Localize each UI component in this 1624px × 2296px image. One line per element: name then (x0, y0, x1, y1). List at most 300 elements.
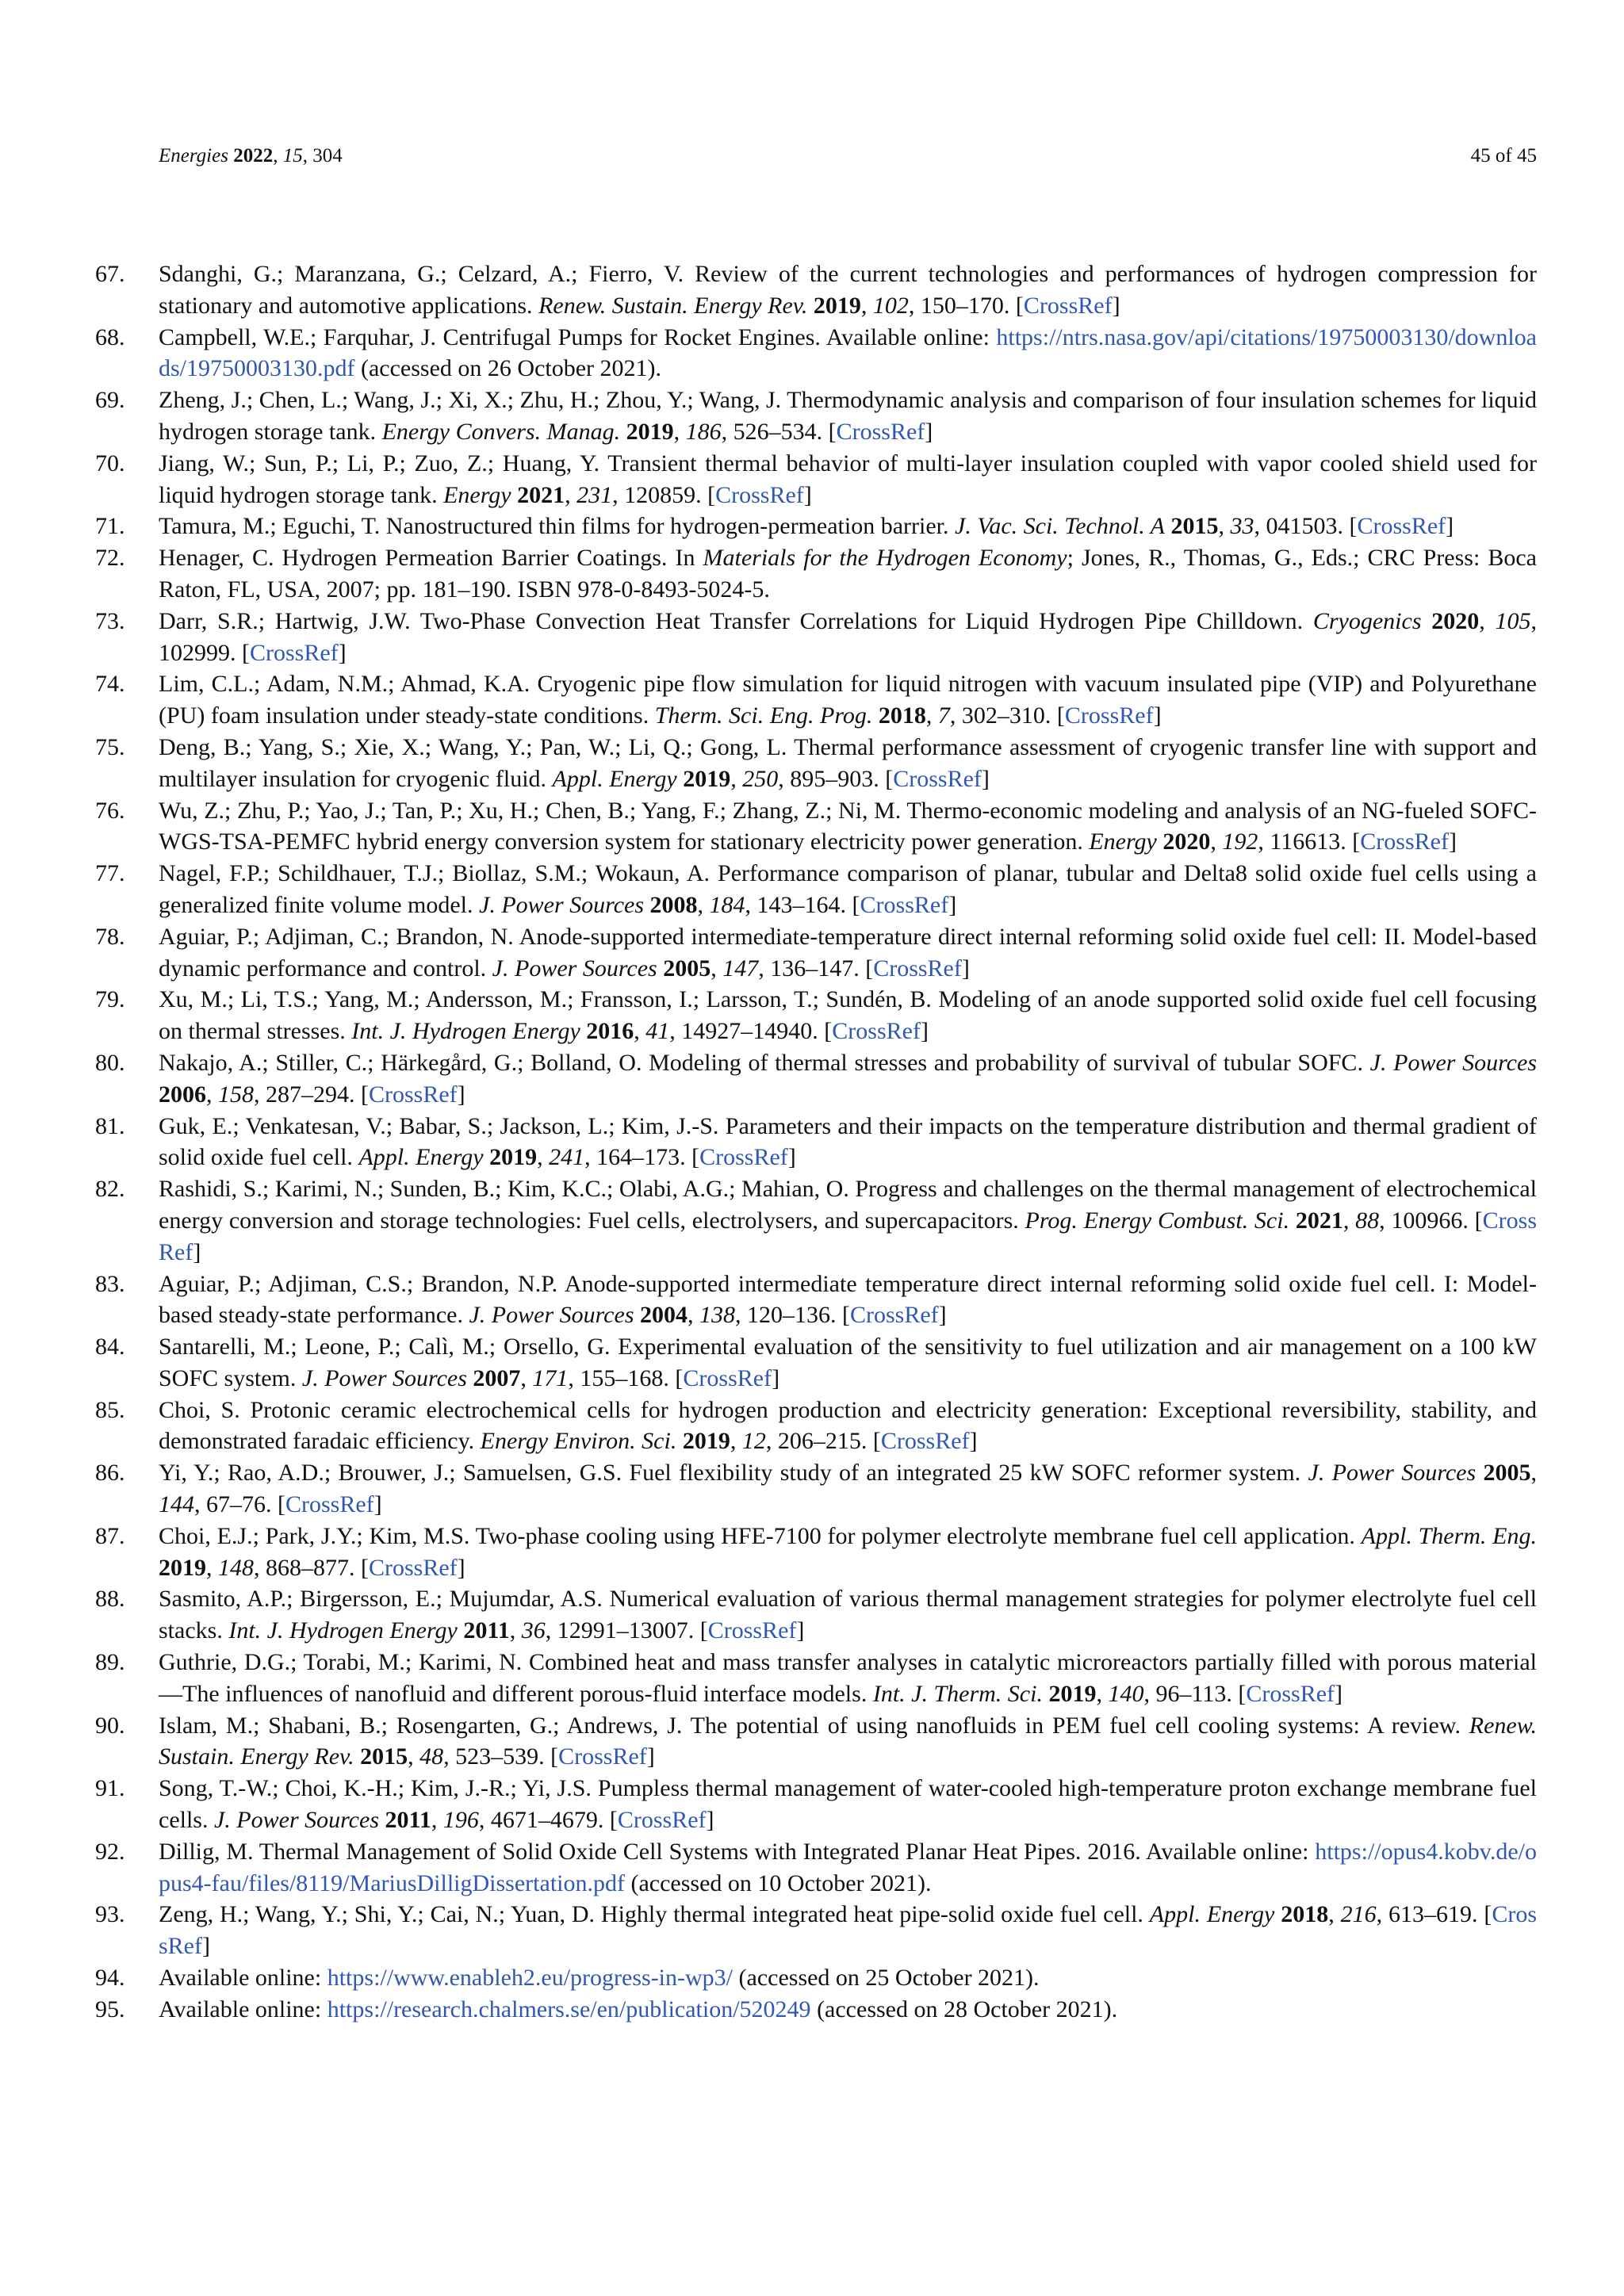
reference-item (95, 1331, 1537, 1395)
reference-italic-text: 250 (742, 765, 779, 792)
reference-italic-text: 33 (1230, 513, 1254, 540)
reference-text-segment: , 100966. [ (1379, 1207, 1483, 1234)
reference-year: 2018 (1281, 1901, 1329, 1928)
reference-italic-text: 216 (1340, 1901, 1377, 1928)
reference-text-segment: , (565, 481, 577, 508)
reference-italic-text: Appl. Therm. Eng. (1361, 1522, 1537, 1549)
reference-year: 2019 (1048, 1680, 1097, 1707)
reference-text-segment: , (860, 292, 873, 319)
reference-italic-text: Energy Environ. Sci. (480, 1428, 677, 1455)
reference-text-segment: , 155–168. [ (568, 1364, 684, 1391)
reference-item (95, 1836, 1537, 1900)
reference-year: 2005 (1483, 1460, 1531, 1487)
reference-italic-text: J. Power Sources (213, 1807, 379, 1834)
page-number: 45 of 45 (1470, 145, 1537, 166)
reference-italic-text: Energy (443, 481, 511, 508)
reference-text-segment: , 302–310. [ (949, 702, 1065, 729)
reference-item (95, 1773, 1537, 1836)
reference-italic-text: Cryogenics (1312, 607, 1422, 634)
reference-italic-text: J. Power Sources (492, 955, 657, 982)
reference-text-segment: Santarelli, M.; Leone, P.; Calì, M.; Orsello, G. Experimental evaluation of the sensitivity to fuel utilization and air management on a 100 kW SOFC system. (159, 1334, 1537, 1391)
reference-text-segment: ] (1335, 1680, 1343, 1707)
reference-italic-text: 102 (872, 292, 909, 319)
reference-text (159, 1331, 1537, 1395)
reference-text-segment: , (1479, 607, 1496, 634)
reference-text (159, 1269, 1537, 1332)
reference-text-segment: , 164–173. [ (584, 1144, 700, 1171)
reference-number: 72. (95, 545, 125, 572)
crossref-link[interactable]: CrossRef (880, 1428, 970, 1455)
reference-text-segment: Choi, S. Protonic ceramic electrochemical cells for hydrogen production and electricity generation: Exceptional reversibility, stability, and demonstrated faradaic efficiency. (159, 1396, 1537, 1455)
crossref-link[interactable]: CrossRef (285, 1491, 374, 1518)
reference-italic-text: Int. J. Therm. Sci. (872, 1680, 1043, 1707)
reference-number: 95. (95, 1996, 125, 2022)
reference-item (95, 732, 1537, 795)
reference-text-segment: , 526–534. [ (721, 418, 837, 445)
reference-text-segment: , (408, 1743, 420, 1770)
reference-number: 79. (95, 986, 125, 1013)
article-number: 304 (312, 145, 343, 166)
reference-year: 2011 (385, 1807, 431, 1834)
reference-year: 2004 (640, 1302, 688, 1329)
reference-text-segment: ] (457, 1081, 465, 1108)
reference-number: 67. (95, 261, 125, 287)
reference-text-segment: , (206, 1081, 218, 1108)
reference-text-segment: , 206–215. [ (765, 1428, 881, 1455)
reference-text-segment: Jiang, W.; Sun, P.; Li, P.; Zuo, Z.; Huang, Y. Transient thermal behavior of multi-layer insulation coupled with vapor cooled shield used for liquid hydrogen storage tank. (159, 450, 1537, 508)
reference-item (95, 1111, 1537, 1174)
reference-text (159, 542, 1537, 606)
reference-text-segment: Available online: (159, 1996, 327, 2022)
reference-text-segment: Aguiar, P.; Adjiman, C.; Brandon, N. Anode-supported intermediate-temperature direct internal reforming solid oxide fuel cell: II. Model-based dynamic performance and control. (159, 923, 1537, 982)
reference-item (95, 511, 1537, 542)
reference-item (95, 858, 1537, 921)
reference-year: 2020 (1431, 607, 1480, 634)
reference-item (95, 1647, 1537, 1710)
reference-italic-text: J. Power Sources (469, 1302, 634, 1329)
reference-text-segment (1476, 1460, 1483, 1486)
reference-year: 2020 (1162, 828, 1211, 855)
reference-text-segment: , (730, 1428, 742, 1455)
reference-text-segment: ] (981, 765, 990, 792)
reference-text-segment: ] (925, 418, 933, 445)
reference-text-segment: ; Jones, R., Thomas, G., Eds.; CRC Press: Boca Raton, FL, USA, 2007; pp. 181–190. ISBN 978-0-8493-5024-5. (159, 545, 1537, 603)
reference-item (95, 1173, 1537, 1268)
journal-name: Energies (159, 145, 228, 166)
reference-number: 81. (95, 1112, 125, 1139)
reference-year: 2019 (159, 1554, 206, 1581)
crossref-link[interactable]: CrossRef (369, 1554, 458, 1581)
crossref-link[interactable]: CrossRef (1023, 292, 1113, 319)
reference-text-segment: , (1096, 1680, 1109, 1707)
reference-text-segment: , (1328, 1901, 1341, 1928)
reference-item (95, 921, 1537, 985)
reference-italic-text: 184 (709, 891, 745, 918)
reference-italic-text: Renew. Sustain. Energy Rev. (538, 292, 808, 319)
reference-text-segment: ] (373, 1491, 382, 1518)
reference-text (159, 732, 1537, 795)
reference-italic-text: Appl. Energy (552, 765, 677, 792)
reference-text-segment: ] (772, 1364, 780, 1391)
reference-number: 71. (95, 513, 125, 540)
reference-list (95, 258, 1537, 2026)
crossref-link[interactable]: CrossRef (1360, 828, 1449, 855)
reference-text-segment: ] (193, 1238, 201, 1265)
reference-text-segment (644, 892, 650, 918)
reference-text-segment: , (730, 765, 743, 792)
reference-number: 93. (95, 1901, 125, 1928)
reference-number: 75. (95, 733, 125, 760)
reference-text-segment: Darr, S.R.; Hartwig, J.W. Two-Phase Convection Heat Transfer Correlations for Liquid Hydrogen Pipe Chilldown. (159, 607, 1313, 634)
reference-text (159, 668, 1537, 732)
crossref-link[interactable]: CrossRef (250, 639, 339, 666)
reference-text (159, 921, 1537, 985)
reference-text-segment: ] (457, 1554, 465, 1581)
reference-text (159, 1994, 1537, 2026)
reference-number: 76. (95, 797, 125, 824)
reference-text (159, 322, 1537, 385)
reference-number: 89. (95, 1649, 125, 1676)
reference-item (95, 1710, 1537, 1774)
reference-item (95, 1395, 1537, 1458)
reference-text (159, 1710, 1537, 1774)
reference-italic-text: Appl. Energy (358, 1144, 484, 1171)
reference-text-segment: Nakajo, A.; Stiller, C.; Härkegård, G.; Bolland, O. Modeling of thermal stresses and probability of survival of tubular SOFC. (159, 1049, 1370, 1076)
crossref-link[interactable]: CrossRef (1246, 1680, 1335, 1707)
reference-text-segment: ] (1153, 702, 1162, 729)
crossref-link[interactable]: CrossRef (836, 418, 925, 445)
reference-item (95, 668, 1537, 732)
reference-text-segment: , (1342, 1207, 1356, 1234)
reference-number: 84. (95, 1334, 125, 1360)
reference-text-segment: ] (646, 1743, 655, 1770)
crossref-link[interactable]: CrossRef (893, 765, 982, 792)
reference-text (159, 1047, 1537, 1111)
reference-number: 85. (95, 1396, 125, 1423)
reference-text-segment: Dillig, M. Thermal Management of Solid Oxide Cell Systems with Integrated Planar Heat Pipes. 2016. Available online: (159, 1838, 1316, 1865)
reference-number: 87. (95, 1522, 125, 1549)
reference-text-segment: , 041503. [ (1254, 513, 1358, 540)
reference-text-segment: , (509, 1617, 522, 1644)
reference-text-segment (484, 1144, 490, 1170)
reference-text (159, 1111, 1537, 1174)
reference-text-segment: ] (706, 1807, 714, 1834)
reference-item (95, 1962, 1537, 1994)
reference-italic-text: 196 (442, 1807, 479, 1834)
reference-italic-text: 241 (549, 1144, 585, 1171)
reference-item (95, 1994, 1537, 2026)
reference-text-segment (676, 1428, 683, 1454)
reference-text-segment: Rashidi, S.; Karimi, N.; Sunden, B.; Kim, K.C.; Olabi, A.G.; Mahian, O. Progress and challenges on the thermal management of electrochemical energy conversion and storage technologies: Fuel cells, electrolysers, and supercapacitors. (159, 1176, 1537, 1234)
reference-number: 68. (95, 323, 125, 350)
reference-text-segment: , 613–619. [ (1376, 1901, 1492, 1928)
reference-text (159, 1647, 1537, 1710)
reference-year: 2018 (878, 702, 926, 729)
reference-text-segment: ] (202, 1933, 210, 1960)
reference-text (159, 858, 1537, 921)
reference-text-segment: , 150–170. [ (908, 292, 1024, 319)
reference-text-segment: (accessed on 26 October 2021). (354, 355, 662, 382)
reference-text-segment: , (634, 1018, 646, 1045)
reference-italic-text: 12 (741, 1428, 766, 1455)
reference-italic-text: Int. J. Hydrogen Energy (228, 1617, 458, 1644)
reference-text-segment (379, 1807, 385, 1833)
reference-italic-text: 105 (1495, 607, 1531, 634)
reference-item (95, 448, 1537, 511)
crossref-link[interactable]: CrossRef (832, 1018, 921, 1045)
reference-text-segment: (accessed on 28 October 2021). (810, 1996, 1118, 2022)
reference-text-segment: , 4671–4679. [ (478, 1807, 618, 1834)
reference-text-segment: , 120859. [ (612, 481, 716, 508)
crossref-link[interactable]: CrossRef (873, 955, 962, 982)
reference-text-segment (620, 419, 626, 445)
reference-item (95, 322, 1537, 385)
reference-url-link[interactable]: https://opus4.kobv.de/opus4-fau/files/8119/MariusDilligDissertation.pdf (159, 1838, 1537, 1896)
reference-text (159, 1457, 1537, 1521)
crossref-link[interactable]: CrossRef (1064, 702, 1154, 729)
reference-italic-text: Prog. Energy Combust. Sci. (1025, 1207, 1290, 1234)
reference-year: 2019 (489, 1144, 538, 1171)
reference-text-segment: , 523–539. [ (443, 1743, 559, 1770)
reference-year: 2011 (463, 1617, 510, 1644)
reference-italic-text: 7 (937, 702, 950, 729)
reference-italic-text: 147 (722, 955, 759, 982)
reference-text-segment (354, 1743, 361, 1770)
reference-item (95, 606, 1537, 669)
reference-year: 2008 (649, 891, 698, 918)
reference-italic-text: J. Power Sources (301, 1364, 467, 1391)
reference-text-segment: Sdanghi, G.; Maranzana, G.; Celzard, A.; Fierro, V. Review of the current technologies and performances of hydrogen compression for stationary and automotive applications. (159, 261, 1537, 319)
reference-text-segment: ] (1112, 292, 1120, 319)
reference-text-segment (511, 482, 518, 508)
reference-text-segment: Guthrie, D.G.; Torabi, M.; Karimi, N. Combined heat and mass transfer analyses in catalytic microreactors partially filled with porous material—The influences of nanofluid and different porous-fluid interface models. (159, 1649, 1537, 1707)
reference-number: 73. (95, 607, 125, 634)
reference-text-segment: , (520, 1364, 533, 1391)
crossref-link[interactable]: CrossRef (699, 1144, 788, 1171)
journal-year: 2022 (233, 145, 274, 166)
reference-year: 2006 (159, 1081, 206, 1108)
reference-text-segment: Islam, M.; Shabani, B.; Rosengarten, G.; Andrews, J. The potential of using nanofluids in PEM fuel cell cooling systems: A review. (159, 1712, 1469, 1739)
reference-number: 78. (95, 923, 125, 950)
crossref-link[interactable]: CrossRef (1357, 513, 1446, 540)
page-header (159, 145, 1537, 167)
reference-italic-text: 186 (685, 418, 722, 445)
reference-italic-text: Energy Convers. Manag. (381, 418, 621, 445)
reference-text-segment: , 136–147. [ (758, 955, 874, 982)
reference-italic-text: Renew. Sustain. Energy Rev. (159, 1712, 1537, 1770)
reference-number: 94. (95, 1965, 125, 1992)
reference-text-segment: , (1218, 513, 1231, 540)
reference-italic-text: 36 (521, 1617, 546, 1644)
reference-number: 77. (95, 860, 125, 887)
reference-text-segment: Deng, B.; Yang, S.; Xie, X.; Wang, Y.; Pan, W.; Li, Q.; Gong, L. Thermal performance assessment of cryogenic transfer line with support and multilayer insulation for cryogenic fluid. (159, 733, 1537, 792)
reference-text-segment: ] (920, 1018, 929, 1045)
reference-number: 90. (95, 1712, 125, 1739)
reference-text-segment: , (688, 1302, 699, 1329)
reference-number: 70. (95, 450, 125, 476)
reference-year: 2021 (517, 481, 565, 508)
reference-text-segment: ] (1448, 828, 1457, 855)
reference-text-segment: Wu, Z.; Zhu, P.; Yao, J.; Tan, P.; Xu, H.; Chen, B.; Yang, F.; Zhang, Z.; Ni, M. Thermo-economic modeling and analysis of an NG-fueled SOFC-WGS-TSA-PEMFC hybrid energy conversion system for stationary electricity power generation. (159, 797, 1537, 855)
reference-item (95, 1269, 1537, 1332)
reference-year: 2019 (682, 1428, 730, 1455)
reference-year: 2005 (663, 955, 711, 982)
reference-text (159, 1395, 1537, 1458)
reference-text (159, 258, 1537, 322)
crossref-link[interactable]: CrossRef (369, 1081, 458, 1108)
crossref-link[interactable]: CrossRef (159, 1901, 1538, 1960)
reference-text-segment: (accessed on 25 October 2021). (733, 1965, 1040, 1992)
reference-text-segment: Xu, M.; Li, T.S.; Yang, M.; Andersson, M.; Fransson, I.; Larsson, T.; Sundén, B. Modeling of an anode supported solid oxide fuel cell focusing on thermal stresses. (159, 986, 1537, 1045)
crossref-link[interactable]: CrossRef (715, 481, 804, 508)
reference-number: 69. (95, 387, 125, 414)
reference-item (95, 385, 1537, 448)
reference-text (159, 1773, 1537, 1836)
reference-number: 91. (95, 1775, 125, 1802)
crossref-link[interactable]: CrossRef (558, 1743, 647, 1770)
reference-text-segment (634, 1302, 641, 1328)
reference-text-segment: , (206, 1554, 218, 1581)
reference-italic-text: 192 (1222, 828, 1258, 855)
reference-url-link[interactable]: https://ntrs.nasa.gov/api/citations/19750003130/downloads/19750003130.pdf (159, 323, 1537, 382)
reference-italic-text: 148 (218, 1554, 254, 1581)
reference-item (95, 795, 1537, 859)
reference-item (95, 542, 1537, 606)
reference-text-segment: Choi, E.J.; Park, J.Y.; Kim, M.S. Two-phase cooling using HFE-7100 for polymer electrolyte membrane fuel cell application. (159, 1522, 1362, 1549)
reference-italic-text: J. Power Sources (479, 891, 645, 918)
reference-text-segment: Nagel, F.P.; Schildhauer, T.J.; Biollaz, S.M.; Wokaun, A. Performance comparison of planar, tubular and Delta8 solid oxide fuel cells using a generalized finite volume model. (159, 860, 1537, 918)
reference-italic-text: 48 (419, 1743, 444, 1770)
reference-year: 2015 (360, 1743, 408, 1770)
reference-text-segment: ] (338, 639, 347, 666)
reference-number: 80. (95, 1049, 125, 1076)
reference-italic-text: 231 (576, 481, 613, 508)
reference-italic-text: 41 (645, 1018, 670, 1045)
reference-italic-text: J. Power Sources (1308, 1460, 1477, 1487)
reference-text-segment: , 14927–14940. [ (669, 1018, 833, 1045)
reference-text-segment: Song, T.-W.; Choi, K.-H.; Kim, J.-R.; Yi, J.S. Pumpless thermal management of water-cooled high-temperature proton exchange membrane fuel cells. (159, 1775, 1537, 1834)
reference-year: 2021 (1295, 1207, 1343, 1234)
reference-number: 88. (95, 1586, 125, 1613)
crossref-link[interactable]: CrossRef (159, 1207, 1537, 1265)
reference-text-segment: Henager, C. Hydrogen Permeation Barrier Coatings. In (159, 545, 703, 572)
reference-text-segment: , (697, 891, 710, 918)
reference-year: 2015 (1170, 513, 1219, 540)
reference-text (159, 1962, 1537, 1994)
reference-text-segment: , (710, 955, 723, 982)
reference-text (159, 1521, 1537, 1584)
reference-text-segment: ] (787, 1144, 796, 1171)
reference-text (159, 511, 1537, 542)
reference-text (159, 1899, 1537, 1962)
reference-text (159, 606, 1537, 669)
reference-number: 86. (95, 1460, 125, 1487)
journal-volume: 15 (282, 145, 303, 166)
reference-italic-text: Therm. Sci. Eng. Prog. (654, 702, 873, 729)
reference-text-segment: ] (796, 1617, 805, 1644)
reference-text-segment: , (673, 418, 686, 445)
reference-text-segment: , (1530, 1460, 1537, 1487)
reference-text-segment: , 895–903. [ (778, 765, 894, 792)
crossref-link[interactable]: CrossRef (707, 1617, 797, 1644)
crossref-link[interactable]: CrossRef (860, 891, 949, 918)
reference-url-link[interactable]: https://www.enableh2.eu/progress-in-wp3/ (327, 1965, 733, 1992)
reference-year: 2019 (683, 765, 731, 792)
reference-text-segment: , (1210, 828, 1223, 855)
reference-text (159, 1173, 1537, 1268)
reference-year: 2019 (626, 418, 674, 445)
reference-italic-text: 88 (1355, 1207, 1380, 1234)
reference-text-segment: ] (948, 891, 957, 918)
reference-text-segment: , 120–136. [ (735, 1302, 850, 1329)
reference-italic-text: J. Vac. Sci. Technol. A (955, 513, 1165, 540)
reference-number: 82. (95, 1176, 125, 1203)
reference-number: 74. (95, 671, 125, 698)
reference-italic-text: Materials for the Hydrogen Economy (703, 545, 1067, 572)
reference-text-segment: Aguiar, P.; Adjiman, C.S.; Brandon, N.P. Anode-supported intermediate temperature direct internal reforming solid oxide fuel cell. I: Model-based steady-state performance. (159, 1270, 1537, 1329)
reference-italic-text: Int. J. Hydrogen Energy (351, 1018, 580, 1045)
reference-italic-text: Energy (1089, 828, 1157, 855)
reference-text-segment: ] (961, 955, 970, 982)
reference-italic-text: 138 (699, 1302, 735, 1329)
reference-number: 83. (95, 1270, 125, 1297)
reference-italic-text: Appl. Energy (1149, 1901, 1275, 1928)
reference-text (159, 448, 1537, 511)
reference-item (95, 1521, 1537, 1584)
reference-text-segment: , 96–113. [ (1143, 1680, 1247, 1707)
reference-text-segment (1289, 1207, 1296, 1234)
reference-item (95, 1457, 1537, 1521)
crossref-link[interactable]: CrossRef (617, 1807, 707, 1834)
reference-italic-text: J. Power Sources (1369, 1049, 1537, 1076)
reference-number: 92. (95, 1838, 125, 1865)
reference-text-segment: ] (1446, 513, 1454, 540)
reference-text-segment: , 102999. [ (159, 607, 1537, 666)
reference-year: 2007 (473, 1364, 521, 1391)
reference-url-link[interactable]: https://research.chalmers.se/en/publication/520249 (327, 1996, 811, 2022)
reference-text-segment: Lim, C.L.; Adam, N.M.; Ahmad, K.A. Cryogenic pipe flow simulation for liquid nitrogen with vacuum insulated pipe (VIP) and Polyurethane (PU) foam insulation under steady-state conditions. (159, 671, 1537, 729)
reference-year: 2019 (813, 292, 861, 319)
reference-text-segment: , 116613. [ (1258, 828, 1361, 855)
reference-text-segment: Campbell, W.E.; Farquhar, J. Centrifugal Pumps for Rocket Engines. Available online: (159, 323, 997, 350)
reference-text-segment: , 143–164. [ (745, 891, 860, 918)
reference-text-segment: ] (969, 1428, 978, 1455)
journal-citation: Energies 2022, 15, 304 (159, 145, 343, 166)
reference-italic-text: 144 (159, 1491, 194, 1518)
reference-text-segment: Guk, E.; Venkatesan, V.; Babar, S.; Jackson, L.; Kim, J.-S. Parameters and their impacts on the temperature distribution and thermal gradient of solid oxide fuel cell. (159, 1112, 1537, 1171)
reference-text-segment: , (925, 702, 938, 729)
reference-text-segment: , 12991–13007. [ (545, 1617, 708, 1644)
reference-text-segment: , 287–294. [ (254, 1081, 369, 1108)
reference-item (95, 1899, 1537, 1962)
crossref-link[interactable]: CrossRef (683, 1364, 772, 1391)
reference-text (159, 1583, 1537, 1647)
reference-text-segment (807, 293, 814, 319)
reference-text (159, 984, 1537, 1047)
reference-text-segment: ] (803, 481, 812, 508)
reference-text-segment: , (537, 1144, 550, 1171)
reference-text-segment (872, 702, 879, 729)
reference-text-segment: (accessed on 10 October 2021). (624, 1869, 932, 1896)
reference-text (159, 1836, 1537, 1900)
reference-text-segment: Tamura, M.; Eguchi, T. Nanostructured thin films for hydrogen-permeation barrier. (159, 513, 956, 540)
reference-text-segment (1422, 608, 1432, 634)
crossref-link[interactable]: CrossRef (850, 1302, 939, 1329)
reference-italic-text: 171 (532, 1364, 569, 1391)
reference-text-segment: Available online: (159, 1965, 327, 1992)
reference-item (95, 1583, 1537, 1647)
reference-text-segment: Zeng, H.; Wang, Y.; Shi, Y.; Cai, N.; Yuan, D. Highly thermal integrated heat pipe-solid oxide fuel cell. (159, 1901, 1150, 1928)
